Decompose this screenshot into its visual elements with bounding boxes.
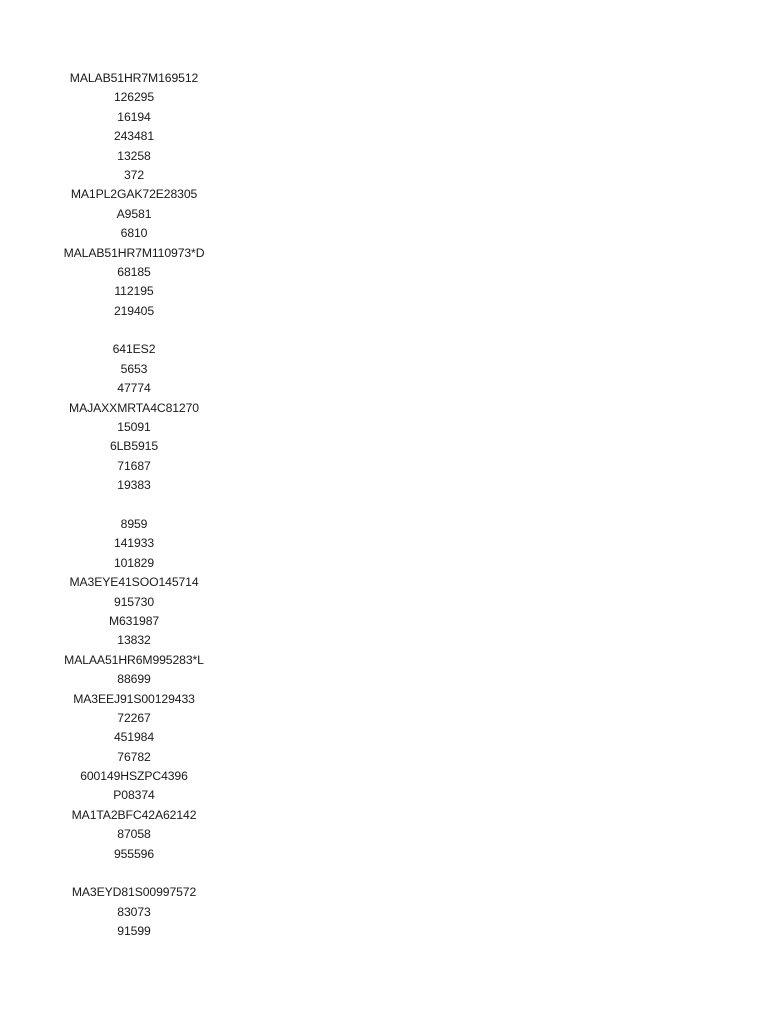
value-cell: 243481: [113, 129, 155, 144]
value-cell: 13258: [117, 148, 151, 163]
value-cell: 87058: [117, 827, 151, 842]
value-cell: 600149HSZPC4396: [80, 769, 188, 784]
value-cell: 915730: [113, 594, 155, 609]
value-cell: 71687: [117, 458, 151, 473]
value-cell: 141933: [113, 536, 155, 551]
value-cell: 955596: [113, 846, 155, 861]
value-cell: 15091: [117, 420, 151, 435]
value-cell: MALAB51HR7M169512: [69, 71, 199, 85]
value-cell: 72267: [117, 710, 151, 725]
value-cell: 16194: [117, 109, 151, 124]
value-cell: 6LB5915: [109, 439, 159, 454]
value-cell: MALAA51HR6M995283*L: [64, 652, 204, 667]
value-cell: 47774: [117, 381, 151, 396]
value-cell: 91599: [117, 924, 151, 939]
value-column: [34, 69, 234, 942]
value-cell: 6810: [120, 226, 148, 241]
value-cell: 126295: [113, 90, 155, 105]
value-cell: M631987: [108, 613, 160, 628]
value-cell: 88699: [117, 672, 151, 687]
value-cell: 641ES2: [112, 342, 156, 357]
value-cell: 8959: [120, 516, 148, 531]
value-cell: MAJAXXMRTA4C81270: [69, 400, 199, 415]
value-cell: A9581: [116, 206, 152, 221]
value-cell: 68185: [117, 264, 151, 279]
value-cell: MA3EYE41SOO145714: [69, 575, 199, 590]
blank-cell: [34, 496, 234, 515]
value-cell: 451984: [113, 730, 155, 745]
value-cell: P08374: [113, 788, 155, 803]
value-cell: 101829: [113, 555, 155, 570]
value-cell: MA1PL2GAK72E28305: [70, 187, 198, 202]
value-cell: 19383: [117, 478, 151, 493]
value-cell: 76782: [117, 749, 151, 764]
value-cell: 83073: [117, 904, 151, 919]
value-cell: 112195: [114, 284, 154, 299]
value-cell: MA3EEJ91S00129433: [73, 691, 195, 706]
value-cell: 13832: [117, 633, 151, 648]
value-cell: MA1TA2BFC42A62142: [71, 807, 197, 822]
blank-cell: [34, 321, 234, 340]
value-cell: 372: [123, 167, 145, 182]
blank-cell: [34, 864, 234, 883]
value-cell: 5653: [120, 361, 148, 376]
value-cell: MA3EYD81S00997572: [71, 885, 197, 900]
value-cell: 219405: [113, 303, 155, 318]
value-cell: MALAB51HR7M110973*D: [63, 245, 205, 260]
